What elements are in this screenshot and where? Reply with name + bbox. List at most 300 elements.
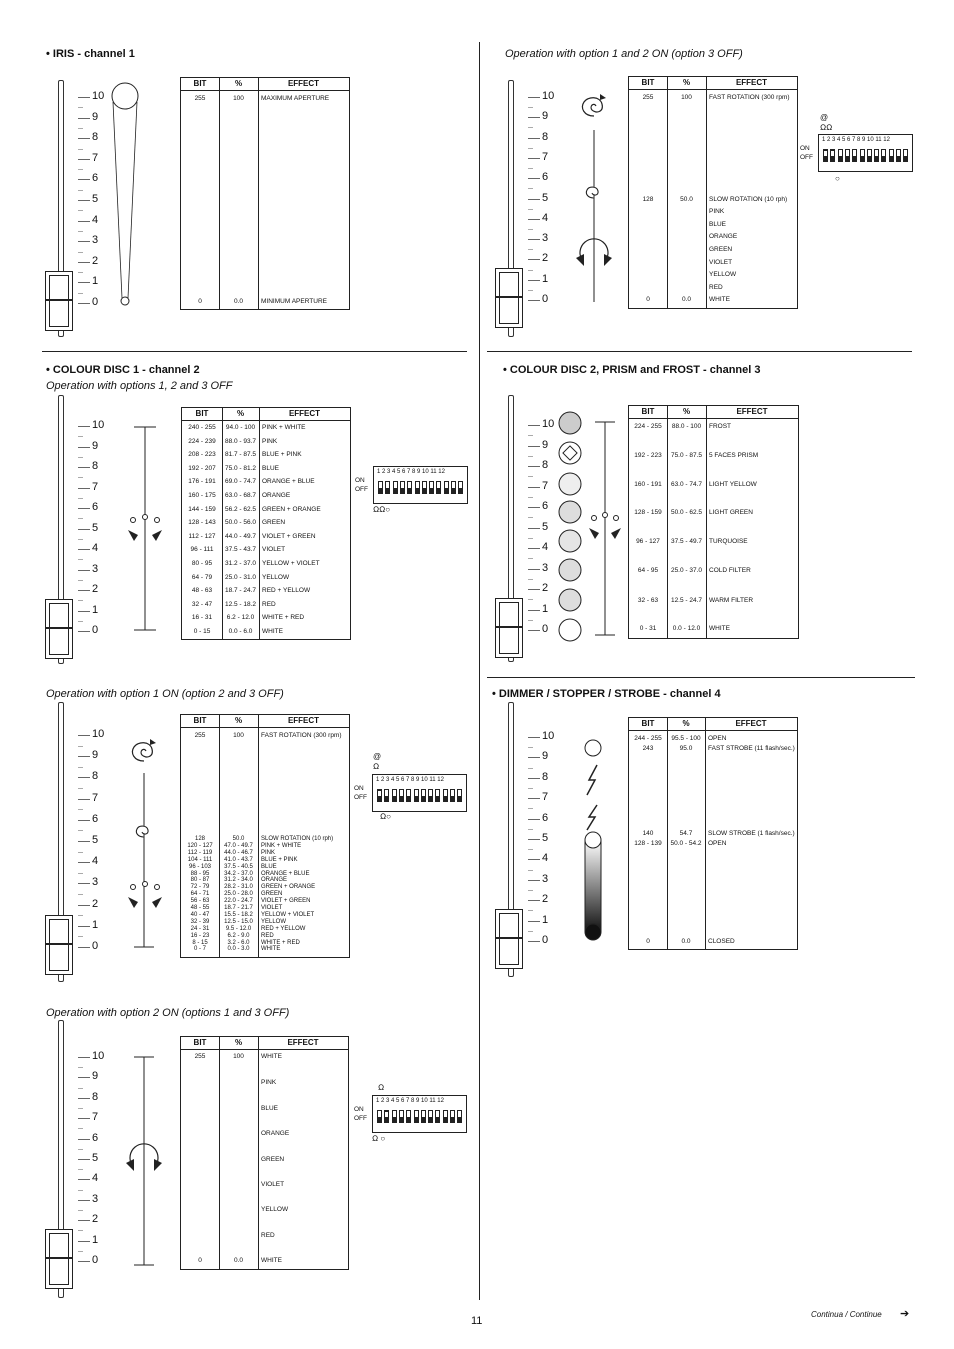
option-icon: Ω○ bbox=[380, 812, 391, 821]
table-row bbox=[629, 744, 797, 753]
scale-number: 2 bbox=[92, 897, 99, 910]
dip-on-off-label bbox=[354, 1105, 367, 1123]
cell-effect: WARM FILTER bbox=[709, 597, 754, 604]
cell-bit: 48 - 55 bbox=[190, 905, 210, 911]
dip-on-off-label bbox=[355, 476, 368, 494]
scale-number: 5 bbox=[92, 1152, 99, 1164]
cell-effect: ORANGE + BLUE bbox=[262, 478, 315, 486]
divider-right-2 bbox=[487, 677, 915, 678]
dip-switch-10 bbox=[443, 789, 448, 802]
scale-number: 7 bbox=[92, 1111, 99, 1124]
option-icon: Ω bbox=[373, 762, 380, 771]
table-row bbox=[181, 1078, 348, 1087]
scale-tick bbox=[528, 900, 540, 901]
column-header-effect: EFFECT bbox=[287, 716, 320, 725]
cell-percent: 31.2 - 34.0 bbox=[224, 877, 253, 884]
cell-percent: 50.0 - 54.2 bbox=[670, 840, 702, 847]
scale-number: 0 bbox=[542, 293, 549, 305]
cell-bit: 16 - 31 bbox=[191, 614, 213, 622]
scale-minor-tick bbox=[528, 910, 533, 911]
dimmer-heading: • DIMMER / STOPPER / STROBE - channel 4 bbox=[492, 688, 721, 700]
cell-percent: 12.5 - 15.0 bbox=[224, 918, 253, 925]
scale-number: 9 bbox=[92, 1070, 99, 1083]
divider-left-1 bbox=[42, 351, 467, 352]
cell-effect: GREEN bbox=[262, 519, 286, 527]
rotation-spiral-icon-2 bbox=[120, 735, 170, 950]
cell-bit: 96 - 111 bbox=[190, 546, 214, 554]
column-header-bit: BIT bbox=[641, 78, 655, 87]
cell-effect: WHITE bbox=[709, 296, 730, 303]
scale-tick bbox=[78, 282, 90, 283]
dip-switch-3 bbox=[838, 149, 843, 162]
cell-effect: BLUE bbox=[709, 221, 726, 228]
dip-switch-2 bbox=[385, 481, 390, 494]
scale-minor-tick bbox=[528, 788, 533, 789]
cell-bit: 16 - 23 bbox=[190, 932, 210, 939]
table-row bbox=[182, 627, 350, 636]
scale-minor-tick bbox=[528, 538, 533, 539]
scale-tick bbox=[78, 1077, 90, 1078]
dip-switch-5 bbox=[407, 481, 412, 494]
scale-tick bbox=[78, 1057, 90, 1058]
table-row bbox=[182, 518, 350, 527]
cell-percent: 18.7 - 21.7 bbox=[224, 905, 253, 911]
table-header bbox=[182, 408, 350, 421]
cell-percent: 94.0 - 100 bbox=[225, 424, 256, 431]
scale-number: 9 bbox=[92, 110, 99, 123]
cell-percent: 28.2 - 31.0 bbox=[224, 884, 253, 891]
dip-switch-1 bbox=[377, 789, 382, 802]
column-header-bit: BIT bbox=[193, 1038, 207, 1047]
cell-effect: WHITE bbox=[262, 628, 283, 635]
dip-numbers: 1 2 3 4 5 6 7 8 9 10 11 12 bbox=[376, 777, 444, 783]
cell-effect: VIOLET bbox=[261, 905, 283, 911]
table-row bbox=[629, 195, 797, 204]
dip-switch-2 bbox=[384, 1110, 389, 1123]
scale-tick bbox=[528, 528, 540, 529]
scale-number: 9 bbox=[542, 110, 549, 123]
colour2-table bbox=[628, 405, 799, 639]
scale-minor-tick bbox=[528, 890, 533, 891]
cell-percent: 0.0 - 12.0 bbox=[672, 625, 701, 632]
cell-effect: YELLOW bbox=[709, 271, 737, 278]
scale-minor-tick bbox=[528, 476, 533, 477]
cell-percent: 81.7 - 87.5 bbox=[224, 451, 257, 459]
cell-effect: BLUE bbox=[261, 1105, 278, 1112]
column-header-effect: EFFECT bbox=[287, 79, 320, 88]
cell-percent: 88.0 - 93.7 bbox=[224, 437, 257, 445]
table-row bbox=[181, 1052, 348, 1061]
scale-tick bbox=[78, 1179, 90, 1180]
cell-percent: 0.0 bbox=[233, 1257, 244, 1264]
table-row bbox=[629, 839, 797, 848]
scale-tick bbox=[78, 1220, 90, 1221]
cell-effect: PINK + WHITE bbox=[262, 424, 306, 431]
table-row bbox=[181, 1205, 348, 1214]
table-row bbox=[629, 258, 797, 267]
scale-tick bbox=[78, 570, 90, 571]
cell-effect: ORANGE bbox=[262, 492, 291, 499]
scale-tick bbox=[528, 259, 540, 260]
column-header-pct: % bbox=[234, 716, 243, 725]
table-row bbox=[629, 596, 798, 605]
table-row bbox=[182, 600, 350, 609]
column-header-effect: EFFECT bbox=[288, 409, 321, 418]
scale-minor-tick bbox=[528, 620, 533, 621]
scale-number: 3 bbox=[92, 1192, 99, 1205]
scale-minor-tick bbox=[78, 559, 83, 560]
scale-number: 1 bbox=[542, 913, 549, 926]
cell-percent: 69.0 - 74.7 bbox=[224, 478, 257, 486]
cell-bit: 88 - 95 bbox=[190, 870, 210, 877]
dip-switch-11 bbox=[450, 789, 455, 802]
scale-tick bbox=[528, 280, 540, 281]
dip-switch-3 bbox=[392, 1110, 397, 1123]
cell-bit: 8 - 15 bbox=[192, 939, 208, 946]
cell-effect: VIOLET bbox=[709, 259, 733, 266]
table-row bbox=[182, 464, 350, 473]
table-row bbox=[629, 295, 797, 304]
colour2-heading: • COLOUR DISC 2, PRISM and FROST - channel 3 bbox=[503, 364, 761, 376]
table-row bbox=[182, 613, 350, 622]
scale-tick bbox=[528, 425, 540, 426]
scale-minor-tick bbox=[528, 209, 533, 210]
scale-number: 0 bbox=[92, 1254, 99, 1266]
scale-tick bbox=[528, 737, 540, 738]
cell-effect: ORANGE bbox=[709, 233, 738, 240]
scale-number: 1 bbox=[542, 602, 549, 615]
scale-number: 3 bbox=[542, 561, 549, 574]
scale-tick bbox=[528, 819, 540, 820]
table-row bbox=[182, 477, 350, 486]
scale-number: 2 bbox=[92, 254, 99, 267]
scale-number: 1 bbox=[92, 1233, 99, 1246]
scale-tick bbox=[78, 262, 90, 263]
scale-tick bbox=[78, 841, 90, 842]
dip-switch-8 bbox=[874, 149, 879, 162]
scale-number: 6 bbox=[92, 812, 99, 825]
cell-percent: 44.0 - 49.7 bbox=[224, 532, 257, 540]
cell-effect: 5 FACES PRISM bbox=[709, 452, 759, 459]
cell-bit: 255 bbox=[194, 732, 206, 739]
cell-bit: 160 - 191 bbox=[634, 481, 662, 488]
scale-minor-tick bbox=[78, 1169, 83, 1170]
scale-tick bbox=[78, 905, 90, 906]
scale-minor-tick bbox=[78, 936, 83, 937]
rot12-table bbox=[628, 76, 798, 309]
dip-switch-10 bbox=[443, 1110, 448, 1123]
cell-effect: WHITE bbox=[261, 1053, 282, 1060]
cell-percent: 50.0 bbox=[232, 836, 245, 842]
cell-effect: YELLOW + VIOLET bbox=[262, 560, 320, 567]
table-row bbox=[182, 532, 350, 541]
scale-number: 10 bbox=[542, 90, 555, 102]
column-header-pct: % bbox=[682, 407, 691, 416]
scale-minor-tick bbox=[78, 518, 83, 519]
cell-effect: ORANGE bbox=[261, 1130, 290, 1137]
column-header-pct: % bbox=[236, 409, 245, 418]
scale-number: 1 bbox=[92, 275, 99, 288]
cell-percent: 12.5 - 18.2 bbox=[224, 600, 257, 608]
scale-minor-tick bbox=[78, 915, 83, 916]
cell-bit: 0 - 31 bbox=[639, 625, 657, 632]
scale-minor-tick bbox=[78, 128, 83, 129]
cell-bit: 120 - 127 bbox=[187, 842, 213, 849]
column-header-pct: % bbox=[234, 79, 243, 88]
scale-tick bbox=[528, 859, 540, 860]
cell-effect: VIOLET bbox=[262, 546, 286, 554]
table-row bbox=[629, 829, 797, 838]
scale-tick bbox=[78, 488, 90, 489]
scale-number: 8 bbox=[92, 460, 99, 472]
option-icon: ΩΩ bbox=[820, 123, 833, 132]
fader-knob bbox=[495, 909, 523, 969]
cell-percent: 75.0 - 81.2 bbox=[224, 464, 257, 472]
scale-number: 8 bbox=[542, 459, 549, 471]
cell-effect: FAST ROTATION (300 rpm) bbox=[261, 732, 342, 739]
cell-percent: 47.0 - 49.7 bbox=[224, 842, 253, 849]
scale-minor-tick bbox=[78, 788, 83, 789]
scale-number: 3 bbox=[92, 876, 99, 889]
cell-percent: 88.0 - 100 bbox=[671, 423, 702, 430]
dip-numbers: 1 2 3 4 5 6 7 8 9 10 11 12 bbox=[377, 469, 445, 475]
table-row bbox=[629, 566, 798, 575]
scale-number: 3 bbox=[542, 872, 549, 885]
table-row bbox=[182, 437, 350, 446]
dip-on-label: ON bbox=[355, 477, 365, 484]
option-icon: @ bbox=[820, 113, 829, 122]
option-icon: Ω bbox=[378, 1083, 385, 1092]
scale-minor-tick bbox=[528, 497, 533, 498]
table-header bbox=[629, 77, 797, 90]
scale-number: 10 bbox=[92, 419, 105, 431]
scale-minor-tick bbox=[528, 229, 533, 230]
scale-tick bbox=[78, 221, 90, 222]
cell-bit: 243 bbox=[642, 745, 654, 752]
cell-bit: 40 - 47 bbox=[190, 911, 210, 918]
table-row bbox=[629, 451, 798, 460]
dip-off-label: OFF bbox=[354, 794, 367, 801]
column-header-bit: BIT bbox=[641, 719, 655, 728]
table-row bbox=[181, 946, 349, 953]
scale-number: 8 bbox=[542, 130, 549, 143]
cell-percent: 50.0 - 56.0 bbox=[224, 519, 257, 527]
dip-switch-1 bbox=[378, 481, 383, 494]
scale-number: 7 bbox=[92, 791, 99, 804]
colour1-table bbox=[181, 407, 351, 640]
table-row bbox=[182, 545, 350, 554]
cell-percent: 6.2 - 12.0 bbox=[226, 614, 255, 622]
column-header-pct: % bbox=[682, 78, 691, 87]
scale-minor-tick bbox=[78, 190, 83, 191]
cell-percent: 50.0 - 62.5 bbox=[670, 509, 703, 516]
cell-bit: 128 bbox=[642, 196, 654, 203]
scale-tick bbox=[528, 199, 540, 200]
scale-tick bbox=[78, 241, 90, 242]
scale-minor-tick bbox=[528, 747, 533, 748]
scale-number: 6 bbox=[542, 811, 549, 824]
dip-switch-6 bbox=[414, 789, 419, 802]
cell-effect: WHITE + RED bbox=[262, 614, 305, 622]
dip-switch-8 bbox=[429, 481, 434, 494]
cell-effect: RED bbox=[709, 284, 723, 291]
scale-minor-tick bbox=[78, 1251, 83, 1252]
dip-switch-10 bbox=[889, 149, 894, 162]
scale-tick bbox=[528, 610, 540, 611]
dip-switch-11 bbox=[896, 149, 901, 162]
rotation-arrow-icon bbox=[120, 1055, 170, 1270]
cell-bit: 72 - 79 bbox=[190, 884, 210, 891]
table-row bbox=[181, 1231, 348, 1240]
cell-percent: 54.7 bbox=[679, 830, 693, 837]
dip-switch-2 bbox=[830, 149, 835, 162]
scale-tick bbox=[78, 447, 90, 448]
scale-tick bbox=[528, 239, 540, 240]
fader-knob bbox=[495, 598, 523, 658]
column-header-bit: BIT bbox=[641, 407, 655, 416]
fader-knob bbox=[495, 268, 523, 328]
cell-effect: CLOSED bbox=[708, 938, 735, 945]
scale-tick bbox=[78, 1261, 90, 1262]
cell-effect: YELLOW + VIOLET bbox=[261, 911, 315, 918]
continue-arrow-icon: ➔ bbox=[900, 1308, 910, 1320]
cell-effect: RED bbox=[261, 932, 274, 939]
scale-minor-tick bbox=[528, 107, 533, 108]
scale-number: 10 bbox=[92, 728, 105, 740]
dip-switch-5 bbox=[406, 1110, 411, 1123]
table-row bbox=[629, 93, 797, 102]
scale-tick bbox=[528, 138, 540, 139]
cell-effect: WHITE bbox=[709, 625, 730, 632]
table-row bbox=[181, 94, 349, 103]
cell-percent: 100 bbox=[233, 732, 244, 739]
cell-bit: 112 - 127 bbox=[188, 532, 216, 540]
cell-bit: 224 - 239 bbox=[188, 437, 216, 445]
scale-number: 4 bbox=[92, 855, 99, 868]
dip-off-label: OFF bbox=[354, 1115, 367, 1122]
dip-switch-6 bbox=[415, 481, 420, 494]
scale-minor-tick bbox=[528, 849, 533, 850]
opt1-subheading: Operation with option 1 ON (option 2 and 3 OFF) bbox=[46, 688, 284, 700]
cell-percent: 44.0 - 46.7 bbox=[224, 849, 253, 856]
table-row bbox=[629, 283, 797, 292]
table-row bbox=[181, 1256, 348, 1265]
dip-on-label: ON bbox=[800, 145, 810, 152]
scale-number: 9 bbox=[92, 439, 99, 452]
dip-switch-9 bbox=[435, 789, 440, 802]
dip-switch-7 bbox=[421, 789, 426, 802]
colour-wheel-icon bbox=[120, 425, 170, 635]
dip-switch-9 bbox=[435, 1110, 440, 1123]
scale-tick bbox=[528, 630, 540, 631]
cell-bit: 160 - 175 bbox=[188, 492, 216, 499]
dip-switch-4 bbox=[400, 481, 405, 494]
dip-numbers: 1 2 3 4 5 6 7 8 9 10 11 12 bbox=[822, 137, 890, 143]
cell-bit: 104 - 111 bbox=[187, 856, 213, 863]
scale-minor-tick bbox=[78, 498, 83, 499]
scale-tick bbox=[78, 799, 90, 800]
continue-label: Continua / Continue bbox=[811, 1310, 882, 1319]
cell-bit: 32 - 63 bbox=[637, 597, 659, 604]
cell-percent: 37.5 - 40.5 bbox=[224, 863, 253, 870]
scale-minor-tick bbox=[528, 558, 533, 559]
scale-tick bbox=[78, 303, 90, 304]
dip-switch-2 bbox=[384, 789, 389, 802]
scale-minor-tick bbox=[528, 517, 533, 518]
cell-percent: 0.0 - 6.0 bbox=[228, 628, 253, 635]
scale-minor-tick bbox=[528, 168, 533, 169]
column-header-bit: BIT bbox=[193, 716, 207, 725]
cell-bit: 0 bbox=[646, 296, 650, 303]
cell-effect: OPEN bbox=[708, 735, 727, 742]
scale-number: 1 bbox=[542, 272, 549, 285]
scale-tick bbox=[528, 569, 540, 570]
cell-bit: 80 - 95 bbox=[191, 560, 213, 567]
cell-effect: SLOW STROBE (1 flash/sec.) bbox=[708, 830, 795, 837]
cell-bit: 112 - 119 bbox=[187, 849, 213, 856]
cell-effect: SLOW ROTATION (10 rph) bbox=[709, 196, 788, 203]
dip-switch-6 bbox=[414, 1110, 419, 1123]
scale-minor-tick bbox=[528, 599, 533, 600]
scale-minor-tick bbox=[78, 1067, 83, 1068]
cell-effect: BLUE bbox=[261, 863, 277, 870]
colour1-heading: • COLOUR DISC 1 - channel 2 bbox=[46, 364, 200, 376]
table-row bbox=[629, 734, 797, 743]
scale-tick bbox=[528, 880, 540, 881]
dip-switch-1 bbox=[377, 1110, 382, 1123]
scale-minor-tick bbox=[78, 293, 83, 294]
scale-tick bbox=[528, 446, 540, 447]
option-icon: ΩΩ○ bbox=[373, 505, 391, 514]
dip-switch-12 bbox=[457, 1110, 462, 1123]
scale-tick bbox=[78, 508, 90, 509]
scale-tick bbox=[78, 549, 90, 550]
cell-effect: GREEN + ORANGE bbox=[261, 884, 316, 891]
table-row bbox=[629, 624, 798, 633]
cell-effect: RED bbox=[261, 1232, 275, 1239]
scale-number: 7 bbox=[92, 480, 99, 493]
dimmer-table bbox=[628, 717, 798, 950]
scale-minor-tick bbox=[78, 1088, 83, 1089]
scale-number: 7 bbox=[542, 791, 549, 804]
cell-effect: GREEN bbox=[709, 246, 733, 253]
scale-minor-tick bbox=[78, 580, 83, 581]
cell-effect: GREEN + ORANGE bbox=[262, 505, 321, 513]
cell-effect: BLUE bbox=[262, 464, 279, 472]
cell-percent: 25.0 - 37.0 bbox=[670, 567, 703, 574]
cell-percent: 12.5 - 24.7 bbox=[670, 597, 703, 604]
table-row bbox=[182, 573, 350, 582]
scale-number: 0 bbox=[542, 623, 549, 635]
scale-tick bbox=[528, 300, 540, 301]
scale-tick bbox=[528, 487, 540, 488]
table-row bbox=[629, 537, 798, 546]
scale-number: 1 bbox=[92, 603, 99, 616]
cell-bit: 64 - 71 bbox=[190, 891, 210, 898]
cell-effect: BLUE + PINK bbox=[262, 451, 302, 459]
scale-number: 5 bbox=[92, 834, 99, 846]
scale-minor-tick bbox=[78, 231, 83, 232]
table-row bbox=[181, 1155, 348, 1164]
cell-effect: YELLOW bbox=[261, 1206, 289, 1213]
scale-number: 2 bbox=[542, 252, 549, 265]
cell-effect: FROST bbox=[709, 423, 732, 430]
scale-number: 6 bbox=[542, 500, 549, 512]
scale-number: 9 bbox=[92, 749, 99, 762]
scale-number: 8 bbox=[92, 131, 99, 144]
scale-tick bbox=[78, 529, 90, 530]
scale-minor-tick bbox=[78, 210, 83, 211]
